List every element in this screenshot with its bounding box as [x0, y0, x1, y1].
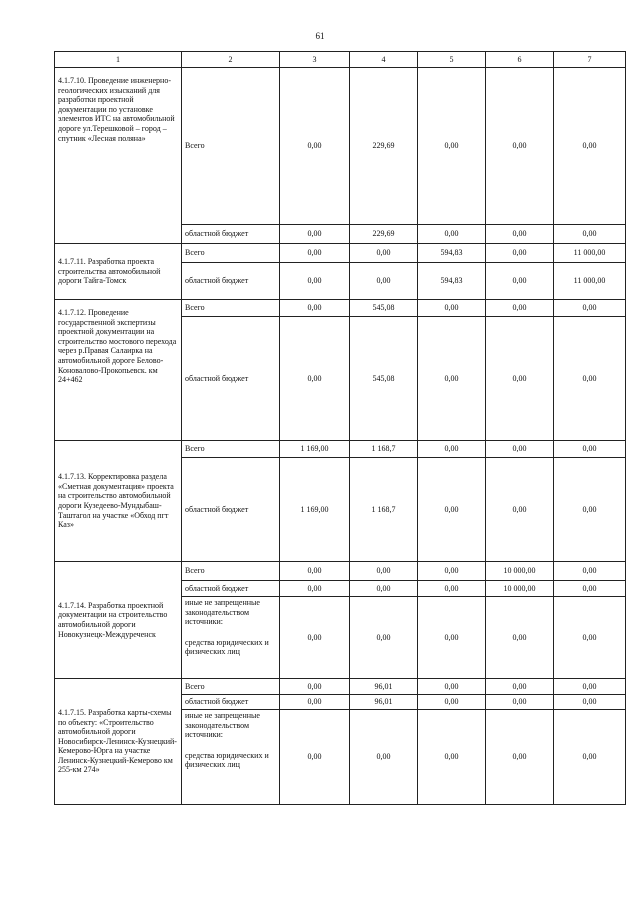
source-cell: Всего [182, 679, 280, 695]
value-cell: 0,00 [280, 300, 350, 317]
value-cell: 0,00 [554, 562, 626, 581]
source-cell: областной бюджет [182, 317, 280, 441]
value-cell: 0,00 [554, 458, 626, 562]
value-cell: 229,69 [350, 68, 418, 225]
source-cell: областной бюджет [182, 695, 280, 710]
value-cell: 0,00 [350, 710, 418, 805]
value-cell: 0,00 [280, 581, 350, 597]
source-cell: Всего [182, 244, 280, 263]
value-cell: 0,00 [486, 695, 554, 710]
value-cell: 1 169,00 [280, 458, 350, 562]
value-cell: 10 000,00 [486, 581, 554, 597]
value-cell: 1 168,7 [350, 458, 418, 562]
activity-cell: 4.1.7.11. Разработка проекта строительства автомобильной дороги Тайга-Томск [55, 244, 182, 300]
value-cell: 10 000,00 [486, 562, 554, 581]
value-cell: 0,00 [554, 597, 626, 679]
source-sublabel: средства юридических и физических лиц [185, 750, 269, 770]
value-cell: 0,00 [350, 244, 418, 263]
page-number: 61 [315, 31, 325, 41]
value-cell: 0,00 [554, 225, 626, 244]
source-cell: областной бюджет [182, 581, 280, 597]
source-cell: областной бюджет [182, 458, 280, 562]
table-row [55, 244, 626, 263]
activity-cell: 4.1.7.12. Проведение государственной экспертизы проектной документации на строительство мостового перехода через р.Правая Салаирка на автомобильной дороге Белово-Коновалово-Прокопьевск. км 24+462 [55, 300, 182, 441]
value-cell: 0,00 [280, 263, 350, 300]
value-cell: 0,00 [486, 441, 554, 458]
value-cell: 0,00 [418, 441, 486, 458]
value-cell: 0,00 [350, 597, 418, 679]
value-cell: 0,00 [350, 263, 418, 300]
value-cell: 0,00 [554, 68, 626, 225]
value-cell: 0,00 [554, 710, 626, 805]
value-cell: 0,00 [418, 225, 486, 244]
value-cell: 0,00 [554, 695, 626, 710]
value-cell: 0,00 [418, 710, 486, 805]
value-cell: 0,00 [418, 581, 486, 597]
value-cell: 0,00 [486, 68, 554, 225]
value-cell: 545,08 [350, 317, 418, 441]
source-cell: Всего [182, 300, 280, 317]
value-cell: 0,00 [280, 562, 350, 581]
source-cell: Всего [182, 68, 280, 225]
value-cell: 11 000,00 [554, 244, 626, 263]
value-cell: 0,00 [280, 679, 350, 695]
value-cell: 0,00 [486, 679, 554, 695]
value-cell: 0,00 [280, 68, 350, 225]
value-cell: 0,00 [350, 581, 418, 597]
value-cell: 0,00 [418, 597, 486, 679]
header-cell: 4 [350, 52, 418, 68]
table-row [55, 562, 626, 581]
source-sublabel: средства юридических и физических лиц [185, 637, 269, 657]
activity-cell: 4.1.7.10. Проведение инженерно-геологических изысканий для разработки проектной документации по установке элементов ИТС на автомобильной дороге ул.Терешковой – город – спутник «Лесная поляна» [55, 68, 182, 244]
value-cell: 0,00 [486, 225, 554, 244]
value-cell: 594,83 [418, 263, 486, 300]
header-cell: 2 [182, 52, 280, 68]
source-cell: областной бюджет [182, 225, 280, 244]
value-cell: 545,08 [350, 300, 418, 317]
value-cell: 0,00 [418, 68, 486, 225]
activity-cell: 4.1.7.15. Разработка карты-схемы по объекту: «Строительство автомобильной дороги Новосибирск-Ленинск-Кузнецкий-Кемерово-Юрга на участке Ленинск-Кузнецкий-Кемерово км 255-км 274» [55, 679, 182, 805]
value-cell: 0,00 [280, 244, 350, 263]
value-cell: 0,00 [280, 710, 350, 805]
header-cell: 1 [55, 52, 182, 68]
value-cell: 0,00 [554, 679, 626, 695]
header-cell: 5 [418, 52, 486, 68]
source-label: иные не запрещенные законодательством источники: [185, 598, 260, 627]
table-row [55, 68, 626, 225]
value-cell: 0,00 [554, 581, 626, 597]
value-cell: 0,00 [350, 562, 418, 581]
value-cell: 0,00 [486, 244, 554, 263]
value-cell: 0,00 [554, 317, 626, 441]
header-row [55, 52, 626, 68]
value-cell: 0,00 [418, 300, 486, 317]
value-cell: 0,00 [418, 695, 486, 710]
table-row [55, 300, 626, 317]
table-row [55, 679, 626, 695]
value-cell: 0,00 [280, 597, 350, 679]
value-cell: 0,00 [280, 317, 350, 441]
financing-table [54, 51, 626, 805]
header-cell: 7 [554, 52, 626, 68]
value-cell: 0,00 [418, 458, 486, 562]
value-cell: 0,00 [554, 441, 626, 458]
source-label: иные не запрещенные законодательством источники: [185, 711, 260, 740]
value-cell: 0,00 [486, 317, 554, 441]
value-cell: 1 169,00 [280, 441, 350, 458]
value-cell: 1 168,7 [350, 441, 418, 458]
value-cell: 229,69 [350, 225, 418, 244]
header-cell: 6 [486, 52, 554, 68]
source-cell: Всего [182, 441, 280, 458]
value-cell: 0,00 [486, 710, 554, 805]
value-cell: 0,00 [486, 597, 554, 679]
activity-cell: 4.1.7.13. Корректировка раздела «Сметная документация» проекта на строительство автомобильной дороги Кузедеево-Мундыбаш-Таштагол на участке «Обход пгт Каз» [55, 441, 182, 562]
value-cell: 96,01 [350, 679, 418, 695]
value-cell: 0,00 [418, 562, 486, 581]
value-cell: 0,00 [486, 458, 554, 562]
table-row [55, 441, 626, 458]
source-cell [182, 710, 280, 805]
source-cell: Всего [182, 562, 280, 581]
value-cell: 0,00 [418, 679, 486, 695]
source-cell [182, 597, 280, 679]
source-cell: областной бюджет [182, 263, 280, 300]
value-cell: 0,00 [418, 317, 486, 441]
value-cell: 0,00 [554, 300, 626, 317]
value-cell: 0,00 [280, 695, 350, 710]
value-cell: 0,00 [486, 263, 554, 300]
header-cell: 3 [280, 52, 350, 68]
value-cell: 96,01 [350, 695, 418, 710]
value-cell: 0,00 [280, 225, 350, 244]
value-cell: 594,83 [418, 244, 486, 263]
value-cell: 11 000,00 [554, 263, 626, 300]
activity-cell: 4.1.7.14. Разработка проектной документации на строительство автомобильной дороги Новокузнецк-Междуреченск [55, 562, 182, 679]
value-cell: 0,00 [486, 300, 554, 317]
